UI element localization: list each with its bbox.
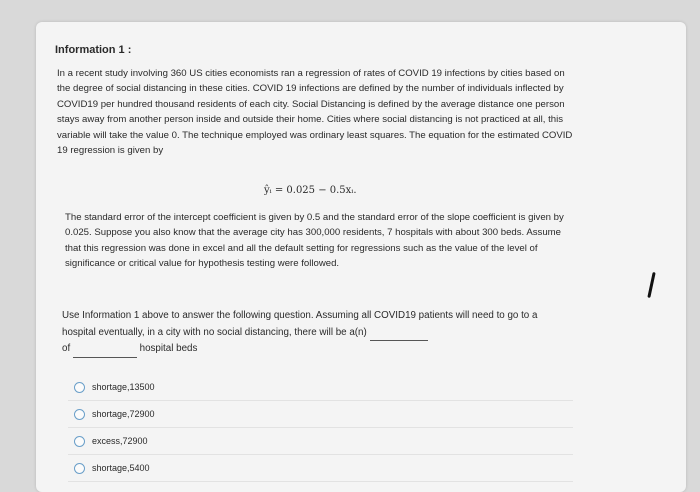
option-label: excess,72900 xyxy=(92,436,148,446)
option-label: shortage,13500 xyxy=(92,382,155,392)
answer-option[interactable] xyxy=(68,428,573,455)
answer-option[interactable] xyxy=(68,401,573,428)
radio-button[interactable] xyxy=(74,436,85,447)
radio-button[interactable] xyxy=(74,409,85,420)
standard-error-paragraph: The standard error of the intercept coefficient is given by 0.5 and the standard error of the slope coefficient is given by 0.025. Suppose you also know that the average city has 300,000 residents, 7 hospitals with about 300 beds. Assume that this regression was done in excel and all the default setting for regressions such as the value of the level of significance or critical value for hypothesis testing were followed. xyxy=(65,212,564,270)
question-part2: of xyxy=(62,343,71,354)
answer-blank-2 xyxy=(73,347,137,358)
information-title: Information 1 : xyxy=(55,44,132,56)
option-label: shortage,72900 xyxy=(92,409,155,419)
answer-blank-1 xyxy=(370,330,428,341)
question-text xyxy=(62,308,572,358)
answer-option[interactable] xyxy=(68,374,573,401)
question-part1: Use Information 1 above to answer the following question. Assuming all COVID19 patients will need to go to a hospital eventually, in a city with no social distancing, there will be a(n) xyxy=(62,310,538,338)
option-label: shortage,5400 xyxy=(92,463,150,473)
answer-option[interactable] xyxy=(68,455,573,482)
answer-options xyxy=(68,374,573,482)
radio-button[interactable] xyxy=(74,382,85,393)
information-paragraph: In a recent study involving 360 US cities economists ran a regression of rates of COVID 19 infections by cities based on the degree of social distancing in these cities. COVID 19 infections are defined by the number of individuals inflected by COVID19 per hundred thousand residents of each city. Social Distancing is defined by the average distance one person stays away from another person inside and outside their home. Cities where social distancing is not practiced at all, this variable will take the value 0. The technique employed was ordinary least squares. The equation for the estimated COVID 19 regression is given by xyxy=(57,68,573,157)
regression-equation: ŷᵢ = 0.025 − 0.5xᵢ. xyxy=(264,185,357,196)
question-part3: hospital beds xyxy=(139,343,198,354)
radio-button[interactable] xyxy=(74,463,85,474)
